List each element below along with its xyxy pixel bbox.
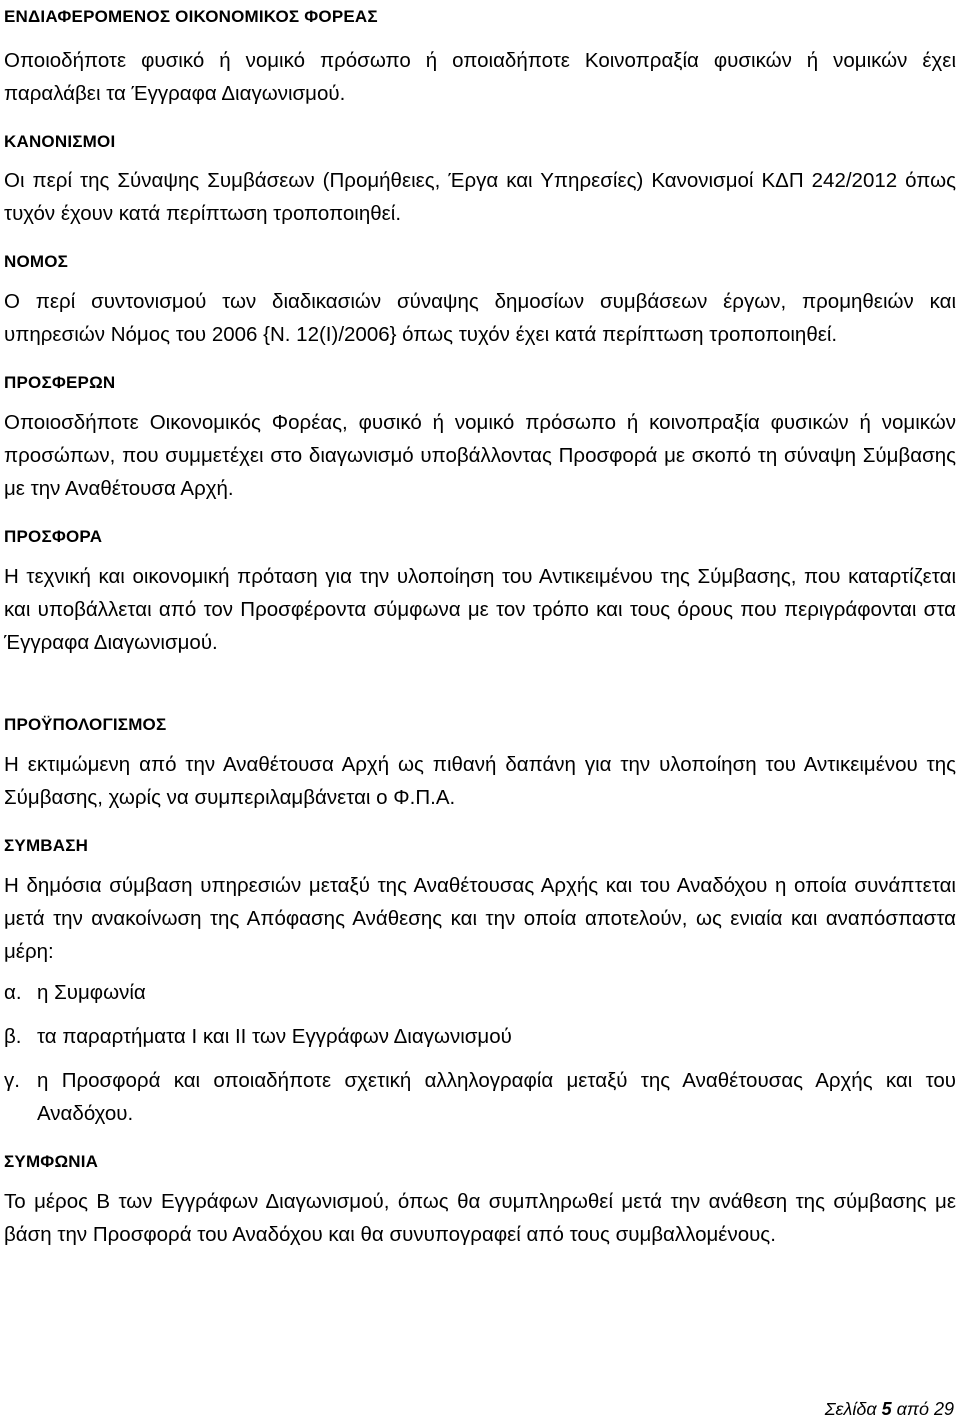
section-text: Οποιοδήποτε φυσικό ή νομικό πρόσωπο ή οποιαδήποτε Κοινοπραξία φυσικών ή νομικών έχει παραλάβει τα Έγγραφα Διαγωνισμού. xyxy=(4,49,956,105)
list-marker: α. xyxy=(4,981,22,1004)
section-text: Το μέρος Β των Εγγράφων Διαγωνισμού, όπως θα συμπληρωθεί μετά την ανάθεση της σύμβασης με βάση την Προσφορά του Αναδόχου και θα συνυπογραφεί από τους συμβαλλομένους. xyxy=(4,1190,956,1246)
list-marker: β. xyxy=(4,1025,22,1048)
document-page xyxy=(4,0,956,1251)
section-heading: ΣΥΜΒΑΣΗ xyxy=(4,836,89,855)
section-text: Η εκτιμώμενη από την Αναθέτουσα Αρχή ως πιθανή δαπάνη για την υλοποίηση του Αντικειμένου της Σύμβασης, χωρίς να συμπεριλαμβάνεται ο Φ.Π.Α. xyxy=(4,753,956,809)
section-budget xyxy=(4,711,956,814)
section-heading: ΕΝΔΙΑΦΕΡΟΜΕΝΟΣ ΟΙΚΟΝΟΜΙΚΟΣ ΦΟΡΕΑΣ xyxy=(4,7,378,26)
footer-page-number: 5 xyxy=(881,1399,892,1419)
section-heading: ΠΡΟΣΦΕΡΩΝ xyxy=(4,373,116,392)
section-text: Η δημόσια σύμβαση υπηρεσιών μεταξύ της Αναθέτουσας Αρχής και του Αναδόχου η οποία συνάπτεται μετά την ανακοίνωση της Απόφασης Ανάθεσης και την οποία αποτελούν, ως ενιαία και αναπόσπαστα μέρη: xyxy=(4,874,956,963)
section-heading: ΝΟΜΟΣ xyxy=(4,252,69,271)
list-item xyxy=(4,1064,956,1130)
list-item-text: η Προσφορά και οποιαδήποτε σχετική αλληλογραφία μεταξύ της Αναθέτουσας Αρχής και του Αναδόχου. xyxy=(37,1069,956,1125)
contract-parts-list xyxy=(4,976,956,1130)
section-heading: ΠΡΟΣΦΟΡΑ xyxy=(4,527,103,546)
page-footer xyxy=(825,1398,954,1420)
section-heading: ΣΥΜΦΩΝΙΑ xyxy=(4,1152,99,1171)
section-text: Ο περί συντονισμού των διαδικασιών σύναψης δημοσίων συμβάσεων έργων, προμηθειών και υπηρεσιών Νόμος του 2006 {Ν. 12(Ι)/2006} όπως τυχόν έχει κατά περίπτωση τροποποιηθεί. xyxy=(4,290,956,346)
section-heading: ΠΡΟΫΠΟΛΟΓΙΣΜΟΣ xyxy=(4,715,167,734)
section-text: Οι περί της Σύναψης Συμβάσεων (Προμήθειες, Έργα και Υπηρεσίες) Κανονισμοί ΚΔΠ 242/2012 όπως τυχόν έχουν κατά περίπτωση τροποποιηθεί. xyxy=(4,169,956,225)
section-heading: ΚΑΝΟΝΙΣΜΟΙ xyxy=(4,132,116,151)
section-regulations xyxy=(4,128,956,230)
list-item xyxy=(4,976,956,1009)
section-text: Η τεχνική και οικονομική πρόταση για την υλοποίηση του Αντικειμένου της Σύμβασης, που καταρτίζεται και υποβάλλεται από τον Προσφέροντα σύμφωνα με τον τρόπο και τους όρους που περιγράφονται στα Έγγραφα Διαγωνισμού. xyxy=(4,565,956,654)
footer-middle: από xyxy=(891,1399,934,1419)
section-law xyxy=(4,248,956,351)
section-agreement xyxy=(4,1148,956,1251)
section-offer xyxy=(4,523,956,659)
list-item-text: τα παραρτήματα Ι και ΙΙ των Εγγράφων Διαγωνισμού xyxy=(37,1025,512,1048)
section-text: Οποιοσδήποτε Οικονομικός Φορέας, φυσικό ή νομικό πρόσωπο ή κοινοπραξία φυσικών ή νομικών προσώπων, που συμμετέχει στο διαγωνισμό υποβάλλοντας Προσφορά με σκοπό τη σύναψη Σύμβασης με την Αναθέτουσα Αρχή. xyxy=(4,411,956,500)
list-item xyxy=(4,1020,956,1053)
section-bidder xyxy=(4,369,956,505)
section-contract xyxy=(4,832,956,1130)
footer-total-pages: 29 xyxy=(933,1399,954,1419)
list-marker: γ. xyxy=(4,1069,20,1092)
section-interested-operator xyxy=(4,3,956,110)
footer-prefix: Σελίδα xyxy=(824,1399,882,1419)
list-item-text: η Συμφωνία xyxy=(37,981,146,1004)
